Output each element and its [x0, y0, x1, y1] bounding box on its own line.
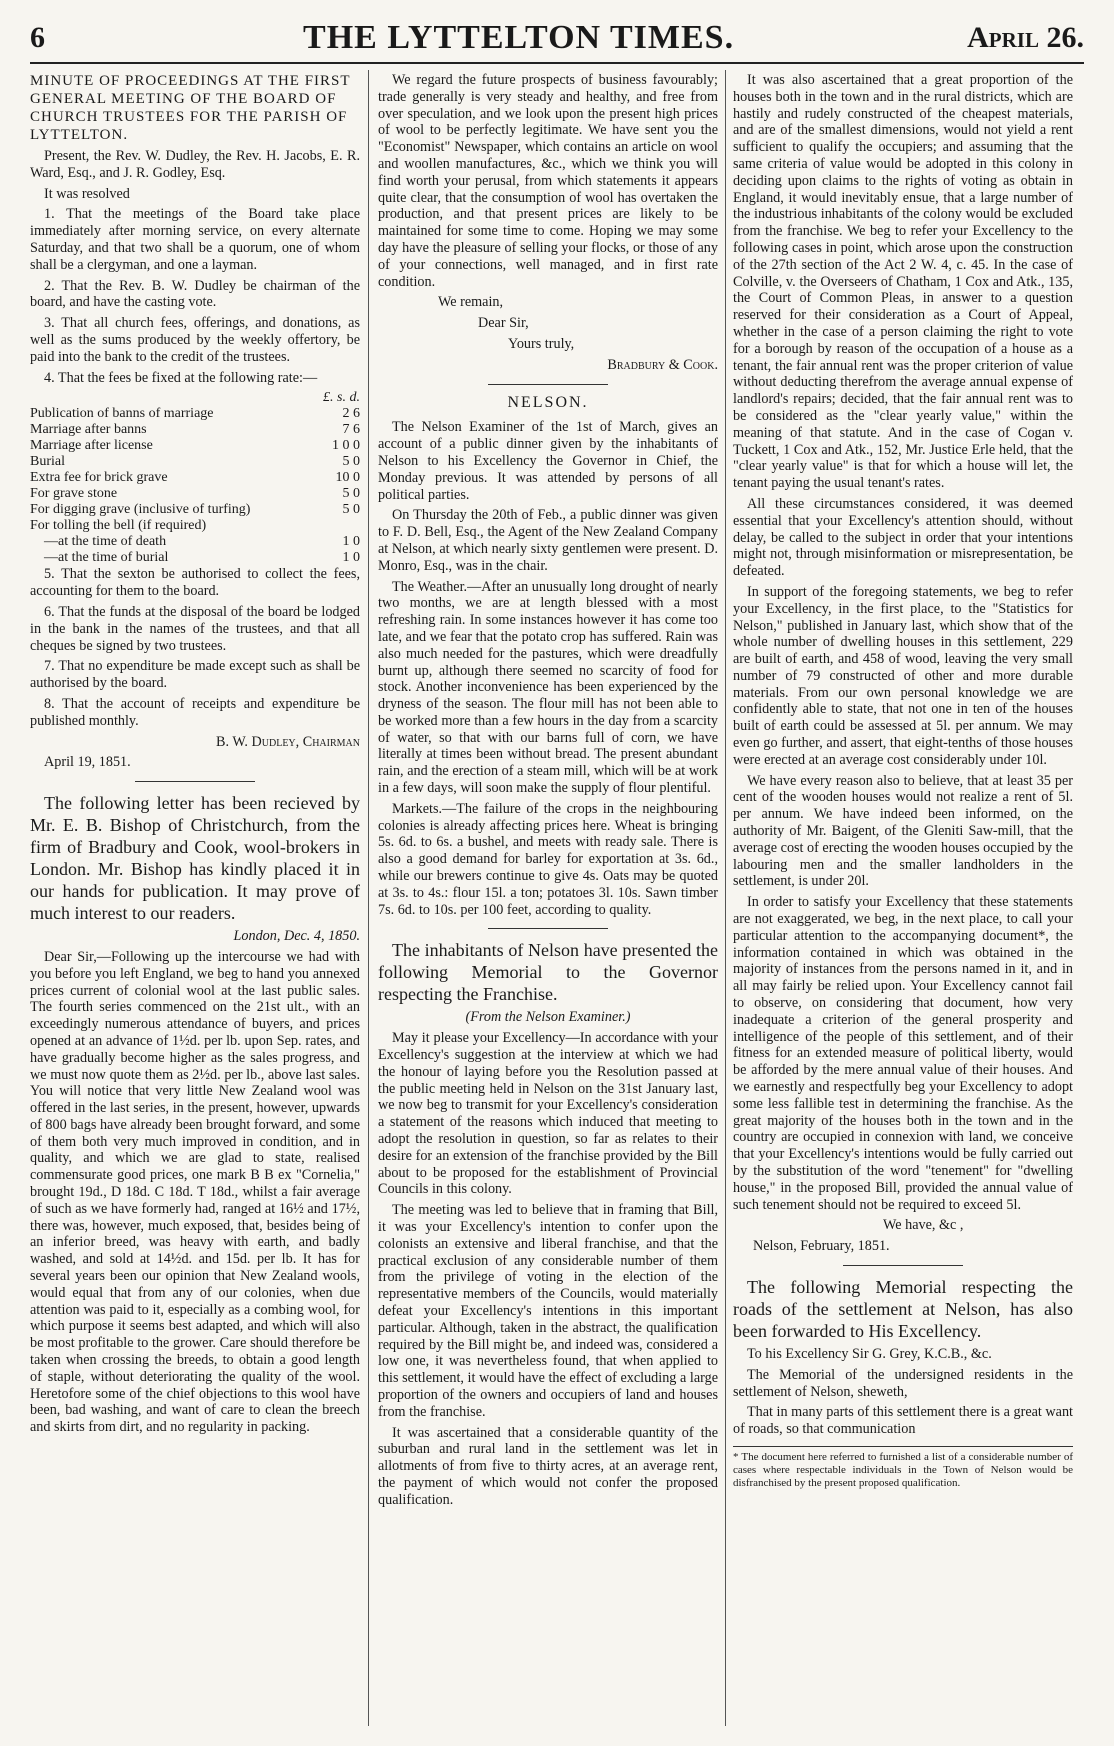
table-row: —at the time of burial 1 0	[44, 550, 360, 566]
paragraph: It was resolved	[44, 185, 130, 202]
section-divider	[843, 1265, 963, 1266]
roads-intro: The following Memorial respecting the roads of the settlement at Nelson, has also been forwarded to His Excellency.	[733, 1276, 1073, 1341]
paragraph: Present, the Rev. W. Dudley, the Rev. H. Jacobs, E. R. Ward, Esq., and J. R. Godley, Esq.	[30, 148, 360, 181]
resolution-4: 4. That the fees be fixed at the following rate:—	[44, 369, 318, 386]
header-rule	[30, 62, 1084, 64]
page-number: 6	[30, 21, 45, 54]
memorial-closing: We have, &c ,	[883, 1217, 964, 1234]
memorial-date: Nelson, February, 1851.	[753, 1238, 890, 1255]
issue-date: April 26.	[967, 21, 1084, 54]
paragraph: We have every reason also to believe, that at least 35 per cent of the wooden houses would not realize a rent of 5l. per annum. We have indeed been informed, on the authority of Mr. Baigent, of the Gleniti Saw-mill, that the average cost of erecting the wooden houses occupied by the labouring men and the smaller landholders in the settlement, is under 20l.	[733, 772, 1073, 890]
table-row: For digging grave (inclusive of turfing) 5 0	[30, 502, 360, 518]
letter-body: Dear Sir,—Following up the intercourse we had with you before you left England, we beg to hand you annexed prices current of colonial wool at the last public sales. The fourth series commenced on the 21st ult., with an exceedingly numerous attendance of buyers, and prices opened at an advance of 1½d. per lb. upon Sep. rates, and have gradually become higher as the sales progress, and we must now quote them as 2½d. per lb., above last sales. You will notice that very little New Zealand wool was offered in the last series, in the present, however, upwards of 800 bags have already been brought forward, and some of them both very much improved in condition, and in quality, and which we are glad to state, realised commensurate good prices, one mark B B ex "Cornelia," brought 19d., D 18d. C 18d. T 18d., whilst a fair average of such as we have formerly had, ranged at 16½ and 17½, there was, however, much exposed, that, besides being of an inferior breed, was heavy with earth, and badly washed, and sold at 14½d. and 15d. per lb. It has for several years been our opinion that New Zealand wools, would equal that from any of our colonies, when due attention was paid to it, especially as a combing wool, for which purpose it seems best adapted, and which will also be most profitable to the grower. Care should therefore be taken when crossing the breeds, to obtain a good length of staple, without deteriorating the quality of the wool. Heretofore some of the chief objections to this wool have been, bad washing, and want of care to clean the breech and skirts from dirt, and no regularity in packing.	[30, 948, 360, 1436]
paragraph: It was ascertained that a considerable quantity of the suburban and rural land in the settlement was let in allotments of from five to thirty acres, at an average rent, the payment of which would not confer the proposed qualification.	[378, 1424, 718, 1508]
footnote: * The document here referred to furnished a list of a considerable number of cases where respectable individuals in the Town of Nelson would be disfranchised by the present proposed qualification.	[733, 1446, 1073, 1490]
table-row: For tolling the bell (if required)	[30, 518, 207, 534]
column-rule	[725, 70, 726, 1726]
masthead	[30, 18, 1084, 58]
resolution-7: 7. That no expenditure be made except such as shall be authorised by the board.	[30, 658, 360, 692]
table-row: Marriage after banns 7 6	[30, 422, 360, 438]
letter-intro: The following letter has been recieved by Mr. E. B. Bishop of Christchurch, from the firm of Bradbury and Cook, wool-brokers in London. Mr. Bishop has kindly placed it in our hands for publication. It may prove of much interest to our readers.	[30, 793, 360, 924]
memorial-intro: The inhabitants of Nelson have presented the following Memorial to the Governor respecting the Franchise.	[378, 940, 718, 1005]
letter-closing: We remain,	[438, 294, 504, 311]
memorial-source: (From the Nelson Examiner.)	[465, 1009, 631, 1026]
section-divider	[488, 384, 608, 385]
paragraph: All these circumstances considered, it was deemed essential that your Excellency's attention should, without delay, be called to the subject in order that your intentions might not, through misinformation or misrepresentation, be defeated.	[733, 495, 1073, 580]
table-row: For grave stone 5 0	[30, 486, 360, 502]
table-row: Marriage after license 1 0 0	[30, 438, 360, 454]
table-row: —at the time of death 1 0	[44, 534, 360, 550]
resolution-2: 2. That the Rev. B. W. Dudley be chairman of the board, and have the casting vote.	[30, 277, 360, 311]
markets-paragraph: Markets.—The failure of the crops in the neighbouring colonies is already affecting prices here. Wheat is bringing 5s. 6d. to 6s. a bushel, and meets with ready sale. There is also a good demand for barley for exportation at 3s. 6d., while our brewers continue to give 4s. Oats may be quoted at 3s. to 4s.: flour 15l. a ton; potatoes 3l. 10s. Sawn timber 7s. 6d. to 10s. per 100 feet, according to quality.	[378, 800, 718, 918]
section-divider	[488, 928, 608, 929]
address-line: The Memorial of the undersigned residents in the settlement of Nelson, sheweth,	[733, 1366, 1073, 1400]
resolution-6: 6. That the funds at the disposal of the board be lodged in the bank in the names of the trustees, and that all cheques be signed by two trustees.	[30, 603, 360, 654]
table-row: Extra fee for brick grave 10 0	[30, 470, 360, 486]
minutes-heading: MINUTE OF PROCEEDINGS AT THE FIRST GENERAL MEETING OF THE BOARD OF CHURCH TRUSTEES FOR THE PARISH OF LYTTELTON.	[30, 73, 351, 143]
table-row: Publication of banns of marriage 2 6	[30, 406, 360, 422]
paragraph: It was also ascertained that a great proportion of the houses both in the town and in the rural districts, which are hastily and rudely constructed of the cheapest materials, and are of the smallest dimensions, would not yield a rent sufficient to qualify the occupiers; and assuming that the same criteria of value would be adopted in this colony in deciding upon claims to the rights of voting as obtain in England, it would inevitably ensue, that a large number of the industrious inhabitants of the colony would be excluded from the franchise. We beg to refer your Excellency to the following cases in point, which arose upon the construction of the 27th section of the Act 2 W. 4, c. 45. In the case of Colville, v. the Overseers of Chatham, 1 Cox and Atk., 135, the Court of Common Pleas, in answer to a question reserved for their consideration as a Court of Appeal, whether in the case of a person claiming the right to vote for a borough by reason of the occupation of a house as a tenant, the fair annual rent was the proper criterion of value without deducting therefrom the average annual expense of landlord's repairs; decided, that the fair annual rent was to be considered as the "clear yearly value," within the meaning of that statute. And in the case of Cogan v. Tuckett, 1 Cox and Atk., 152, Mr. Justice Erle held, that the "clear yearly value" is that for which a house will let, the tenant paying the usual tenant's rates.	[733, 72, 1073, 492]
column-rule	[368, 70, 369, 1726]
letter-date: London, Dec. 4, 1850.	[233, 928, 360, 945]
paragraph: On Thursday the 20th of Feb., a public dinner was given to F. D. Bell, Esq., the Agent of the New Zealand Company at Nelson, at which nearly sixty gentlemen were present. D. Monro, Esq., was in the chair.	[378, 507, 718, 574]
letter-closing: Yours truly,	[508, 335, 575, 352]
paragraph: In order to satisfy your Excellency that these statements are not exaggerated, we beg, in the next place, to call your particular attention to the accompanying document*, the information contained in which was obtained in the majority of instances from the persons named in it, and in all may fairly be relied upon. Your Excellency cannot fail to observe, on considering that document, how very inadequate a criterion of the general prosperity and intelligence of the people of this settlement, and of their fitness for an extended measure of political liberty, would be afforded by the mere annual value of their houses. And we earnestly and respectfully beg your Excellency to adopt some less fallible test in determining the franchise. As the great majority of the houses both in the town and in the country are occupied in connexion with land, we conceive that your Excellency's intentions would be fully carried out by the substitution of the word "tenement" for "dwelling house," in the proposed Bill, provided the annual value of such tenement should not be required to exceed 5l.	[733, 894, 1073, 1213]
letter-closing: Dear Sir,	[478, 315, 529, 332]
paragraph: In support of the foregoing statements, we beg to refer your Excellency, in the first place, to the "Statistics for Nelson," published in January last, which show that of the whole number of dwelling houses in this settlement, 229 are built of earth, and 458 of wood, leaving the very small number of 79 constructed of other and more durable materials. From our own personal knowledge we are confidently able to state, that not one in ten of the houses built of earth could be assessed at 5l. per annum. We may even go further, and assert, that eight-tenths of those houses were erected at an average cost considerably under 10l.	[733, 583, 1073, 768]
fees-table	[30, 390, 360, 566]
table-row: Burial 5 0	[30, 454, 360, 470]
resolution-5: 5. That the sexton be authorised to collect the fees, accounting for them to the board.	[30, 566, 360, 600]
nelson-heading: NELSON.	[507, 393, 589, 411]
section-divider	[135, 781, 255, 782]
address-line: To his Excellency Sir G. Grey, K.C.B., &c.	[747, 1345, 992, 1362]
minutes-date: April 19, 1851.	[44, 754, 131, 771]
resolution-3: 3. That all church fees, offerings, and donations, as well as the sums produced by the weekly offertory, be paid into the bank to the credit of the trustees.	[30, 315, 360, 365]
column-2	[378, 72, 718, 1513]
paragraph: The Nelson Examiner of the 1st of March, gives an account of a public dinner given by the inhabitants of Nelson to his Excellency the Governor in Chief, the Monday previous. It was attended by persons of all political parties.	[378, 419, 718, 503]
weather-paragraph: The Weather.—After an unusually long drought of nearly two months, we are at length blessed with a most refreshing rain. In some instances however it has come too late, and we fear that the potato crop has suffered. Rain was also much needed for the pastures, which were dreadfully burnt up, although there seemed no scarcity of food for stock. Another inconvenience has been experienced by the dryness of the season. The flour mill has not been able to be worked more than a few hours in the day from a scarcity of water, so that with our barns full of corn, we have literally at times been without bread. The present abundant rain, and the erection of a steam mill, which will be at work in a few days, will soon make the supply of flour plentiful.	[378, 578, 718, 797]
column-3	[733, 72, 1073, 1490]
resolution-8: 8. That the account of receipts and expenditure be published monthly.	[30, 695, 360, 729]
paragraph: May it please your Excellency—In accordance with your Excellency's suggestion at the interview at which we had the honour of laying before you the Resolution passed at the public meeting held in Nelson on the 31st January last, we now beg to transmit for your Excellency's consideration a statement of the reasons which induced that meeting to adopt the resolution in question, so far as relates to their desire for an extension of the franchise provided by the Bill about to be proposed for the establishment of Provincial Councils in this colony.	[378, 1030, 718, 1198]
column-1	[30, 72, 360, 1440]
signature: B. W. Dudley, Chairman	[216, 733, 360, 750]
paragraph: The meeting was led to believe that in framing that Bill, it was your Excellency's intention to confer upon the colonists an extensive and liberal franchise, and that the practical exclusion of any considerable number of them from the privilege of voting in the election of the representative members of the Councils, would materially defeat your Excellency's intentions in this important particular. Although, taken in the abstract, the qualification required by the Bill might be, and indeed was, considered a low one, it was nevertheless found, that when applied to this settlement, it would have the effect of excluding a large proportion of the owners and occupiers of land and houses from the franchise.	[378, 1202, 718, 1420]
paragraph: That in many parts of this settlement there is a great want of roads, so that communication	[733, 1404, 1073, 1438]
letter-continued: We regard the future prospects of business favourably; trade generally is very steady and healthy, and free from over speculation, and we look upon the present high prices of wool to be perfectly legitimate. We have sent you the "Economist" Newspaper, which contains an article on wool and woollen manufactures, &c., which we think you will find worth your perusal, from which statements it appears quite clear, that the consumption of wool has overtaken the production, and that present prices are likely to be maintained for some time to come. Hoping we may some day have the pleasure of selling your flocks, or those of any of your connections, well managed, and in first rate condition.	[378, 72, 718, 290]
letter-signature: Bradbury & Cook.	[607, 356, 718, 373]
newspaper-title: THE LYTTELTON TIMES.	[303, 19, 735, 56]
fees-header: £. s. d.	[323, 390, 360, 406]
resolution-1: 1. That the meetings of the Board take place immediately after morning service, on every alternate Saturday, and that two shall be a quorum, one of whom shall be a clergyman, and one a layman.	[30, 206, 360, 273]
